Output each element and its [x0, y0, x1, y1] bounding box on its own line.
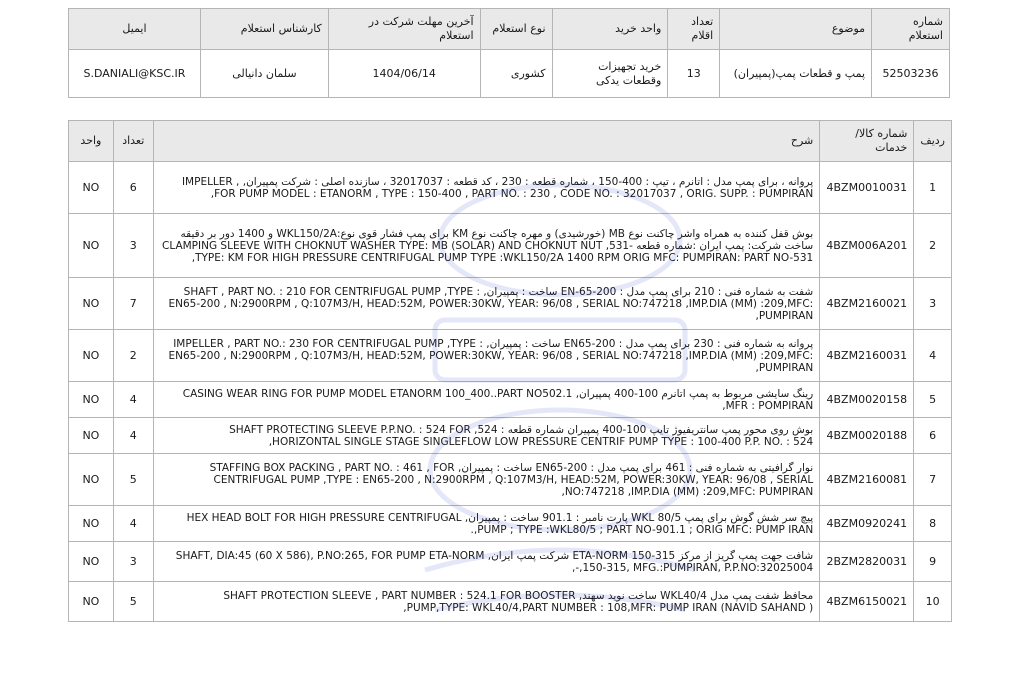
item-description: بوش روی محور پمپ سانتریفیوژ تایپ 100-400 پمپیران شماره قطعه : 524, SHAFT PROTECTING SLEEVE P.P.NO. : 524 FOR HORIZONTAL SINGLE STAGE SINGLEFLOW LOW PRESSURE CENTRIF PUMP TYPE : 100-400 P.P. NO. : 524, — [153, 418, 820, 454]
table-row — [69, 582, 952, 622]
item-code: 4BZM2160081 — [820, 454, 914, 506]
item-code: 4BZM2160031 — [820, 330, 914, 382]
expert-email: S.DANIALI@KSC.IR — [69, 50, 201, 98]
item-quantity: 2 — [113, 330, 153, 382]
row-number: 5 — [914, 382, 952, 418]
inquiry-type: کشوری — [480, 50, 552, 98]
row-number: 1 — [914, 162, 952, 214]
item-quantity: 4 — [113, 418, 153, 454]
item-quantity: 4 — [113, 506, 153, 542]
table-row — [69, 214, 952, 278]
header-email: ایمیل — [69, 9, 201, 50]
header-quantity: تعداد — [113, 121, 153, 162]
row-number: 3 — [914, 278, 952, 330]
summary-value-row — [69, 50, 950, 98]
table-row — [69, 278, 952, 330]
item-description: پیچ سر شش گوش برای پمپ WKL 80/5 پارت نامبر : 901.1 ساخت : پمپیران, HEX HEAD BOLT FOR HIGH PRESSURE CENTRIFUGAL PUMP ; TYPE :WKL80/5 ; PART NO-901.1 ; ORIG MFC: PUMP IRAN,. — [153, 506, 820, 542]
item-unit: NO — [69, 382, 114, 418]
item-quantity: 3 — [113, 214, 153, 278]
item-code: 4BZM0020158 — [820, 382, 914, 418]
table-row — [69, 542, 952, 582]
item-unit: NO — [69, 582, 114, 622]
item-unit: NO — [69, 214, 114, 278]
item-description: پروانه ، برای پمپ مدل : اتانرم ، تیپ : 400-150 ، شماره قطعه : 230 ، کد قطعه : 32017037 ، سازنده اصلی : شرکت پمپیران, IMPELLER , FOR PUMP MODEL : ETANORM , TYPE : 150-400 , PART NO. : 230 , CODE NO. : 32017037 , ORIG. SUPP. : PUMPIRAN, — [153, 162, 820, 214]
inquiry-subject: پمپ و قطعات پمپ(پمپیران) — [720, 50, 872, 98]
items-body — [69, 162, 952, 622]
table-row — [69, 418, 952, 454]
items-header-row — [69, 121, 952, 162]
item-quantity: 3 — [113, 542, 153, 582]
item-description: رینگ سایشی مربوط به پمپ اتانرم 100-400 پمپیران, CASING WEAR RING FOR PUMP MODEL ETANORM 100_400..PART NO502.1 MFR : POMPIRAN, — [153, 382, 820, 418]
table-row — [69, 330, 952, 382]
row-number: 7 — [914, 454, 952, 506]
header-item-count: تعداد اقلام — [668, 9, 720, 50]
item-quantity: 6 — [113, 162, 153, 214]
header-expert: کارشناس استعلام — [201, 9, 329, 50]
item-description: بوش قفل کننده به همراه واشر چاکنت نوع MB (خورشیدی) و مهره چاکنت نوع KM برای پمپ فشار قوی نوع:WKL150/2A و 1400 دور بر دقیقه ساخت شرکت: پمپ ایران :شماره قطعه -531, CLAMPING SLEEVE WITH CHOKNUT WASHER TYPE: MB (SOLAR) AND CHOKNUT NUT TYPE: KM FOR HIGH PRESSURE CENTRIFUGAL PUMP TYPE :WKL150/2A 1400 RPM ORIG MFC: PUMPIRAN: PART NO-531, — [153, 214, 820, 278]
table-row — [69, 454, 952, 506]
item-description: نوار گرافیتی به شماره فنی : 461 برای پمپ مدل : EN65-200 ساخت : پمپیران, STAFFING BOX PACKING , PART NO. : 461 , FOR CENTRIFUGAL PUMP ,TYPE : EN65-200 , N:2900RPM , Q:107M3/H, HEAD:52M, POWER:30KW, YEAR: 96/08 , SERIAL NO:747218 ,IMP.DIA (MM) :209,MFC: PUMPIRAN, — [153, 454, 820, 506]
table-row — [69, 506, 952, 542]
item-quantity: 5 — [113, 582, 153, 622]
item-description: محافظ شفت پمپ مدل WKL40/4 ساخت نوید سهند, SHAFT PROTECTION SLEEVE , PART NUMBER : 524.1 FOR BOOSTER PUMP,TYPE: WKL40/4,PART NUMBER : 108,MFR: PUMP IRAN (NAVID SAHAND ), — [153, 582, 820, 622]
header-description: شرح — [153, 121, 820, 162]
table-row — [69, 382, 952, 418]
item-code: 4BZM2160021 — [820, 278, 914, 330]
header-inquiry-number: شماره استعلام — [872, 9, 950, 50]
row-number: 9 — [914, 542, 952, 582]
row-number: 10 — [914, 582, 952, 622]
item-unit: NO — [69, 162, 114, 214]
item-code: 2BZM2820031 — [820, 542, 914, 582]
item-description: پروانه به شماره فنی : 230 برای پمپ مدل : EN65-200 ساخت : پمپیران, IMPELLER , PART NO.: 230 FOR CENTRIFUGAL PUMP ,TYPE : EN65-200 , N:2900RPM , Q:107M3/H, HEAD:52M, POWER:30KW, YEAR: 96/08 , SERIAL NO:747218 ,IMP.DIA (MM) :209,MFC: PUMPIRAN, — [153, 330, 820, 382]
item-unit: NO — [69, 454, 114, 506]
item-unit: NO — [69, 542, 114, 582]
item-code: 4BZM0010031 — [820, 162, 914, 214]
inquiry-summary-table — [68, 8, 950, 98]
header-deadline: آخرین مهلت شرکت در استعلام — [328, 9, 480, 50]
inquiry-number: 52503236 — [872, 50, 950, 98]
deadline-date: 1404/06/14 — [328, 50, 480, 98]
summary-header-row — [69, 9, 950, 50]
header-subject: موضوع — [720, 9, 872, 50]
header-purchase-unit: واحد خرید — [552, 9, 668, 50]
purchase-unit: خرید تجهیزات وقطعات یدکی — [552, 50, 668, 98]
row-number: 8 — [914, 506, 952, 542]
item-quantity: 4 — [113, 382, 153, 418]
items-table — [68, 120, 952, 622]
header-row-number: ردیف — [914, 121, 952, 162]
row-number: 4 — [914, 330, 952, 382]
item-code: 4BZM6150021 — [820, 582, 914, 622]
item-code: 4BZM0920241 — [820, 506, 914, 542]
item-description: شفت به شماره فنی : 210 برای پمپ مدل : EN-65-200 ساخت : پمپیران, SHAFT , PART NO. : 210 FOR CENTRIFUGAL PUMP ,TYPE : EN65-200 , N:2900RPM , Q:107M3/H, HEAD:52M, POWER:30KW, YEAR: 96/08 , SERIAL NO:747218 ,IMP.DIA (MM) :209,MFC: PUMPIRAN, — [153, 278, 820, 330]
row-number: 6 — [914, 418, 952, 454]
item-quantity: 7 — [113, 278, 153, 330]
row-number: 2 — [914, 214, 952, 278]
item-unit: NO — [69, 418, 114, 454]
item-code: 4BZM0020188 — [820, 418, 914, 454]
item-unit: NO — [69, 506, 114, 542]
item-code: 4BZM006A201 — [820, 214, 914, 278]
header-unit: واحد — [69, 121, 114, 162]
header-inquiry-type: نوع استعلام — [480, 9, 552, 50]
header-item-code: شماره کالا/خدمات — [820, 121, 914, 162]
item-description: شافت جهت پمپ گریز از مرکز ETA-NORM 150-315 شرکت پمپ ایران, SHAFT, DIA:45 (60 X 586), P.NO:265, FOR PUMP ETA-NORM 150-315, MFG.:PUMPIRAN, P.P.NO:32025004,-, — [153, 542, 820, 582]
item-quantity: 5 — [113, 454, 153, 506]
item-unit: NO — [69, 278, 114, 330]
item-count: 13 — [668, 50, 720, 98]
item-unit: NO — [69, 330, 114, 382]
expert-name: سلمان دانیالی — [201, 50, 329, 98]
table-row — [69, 162, 952, 214]
